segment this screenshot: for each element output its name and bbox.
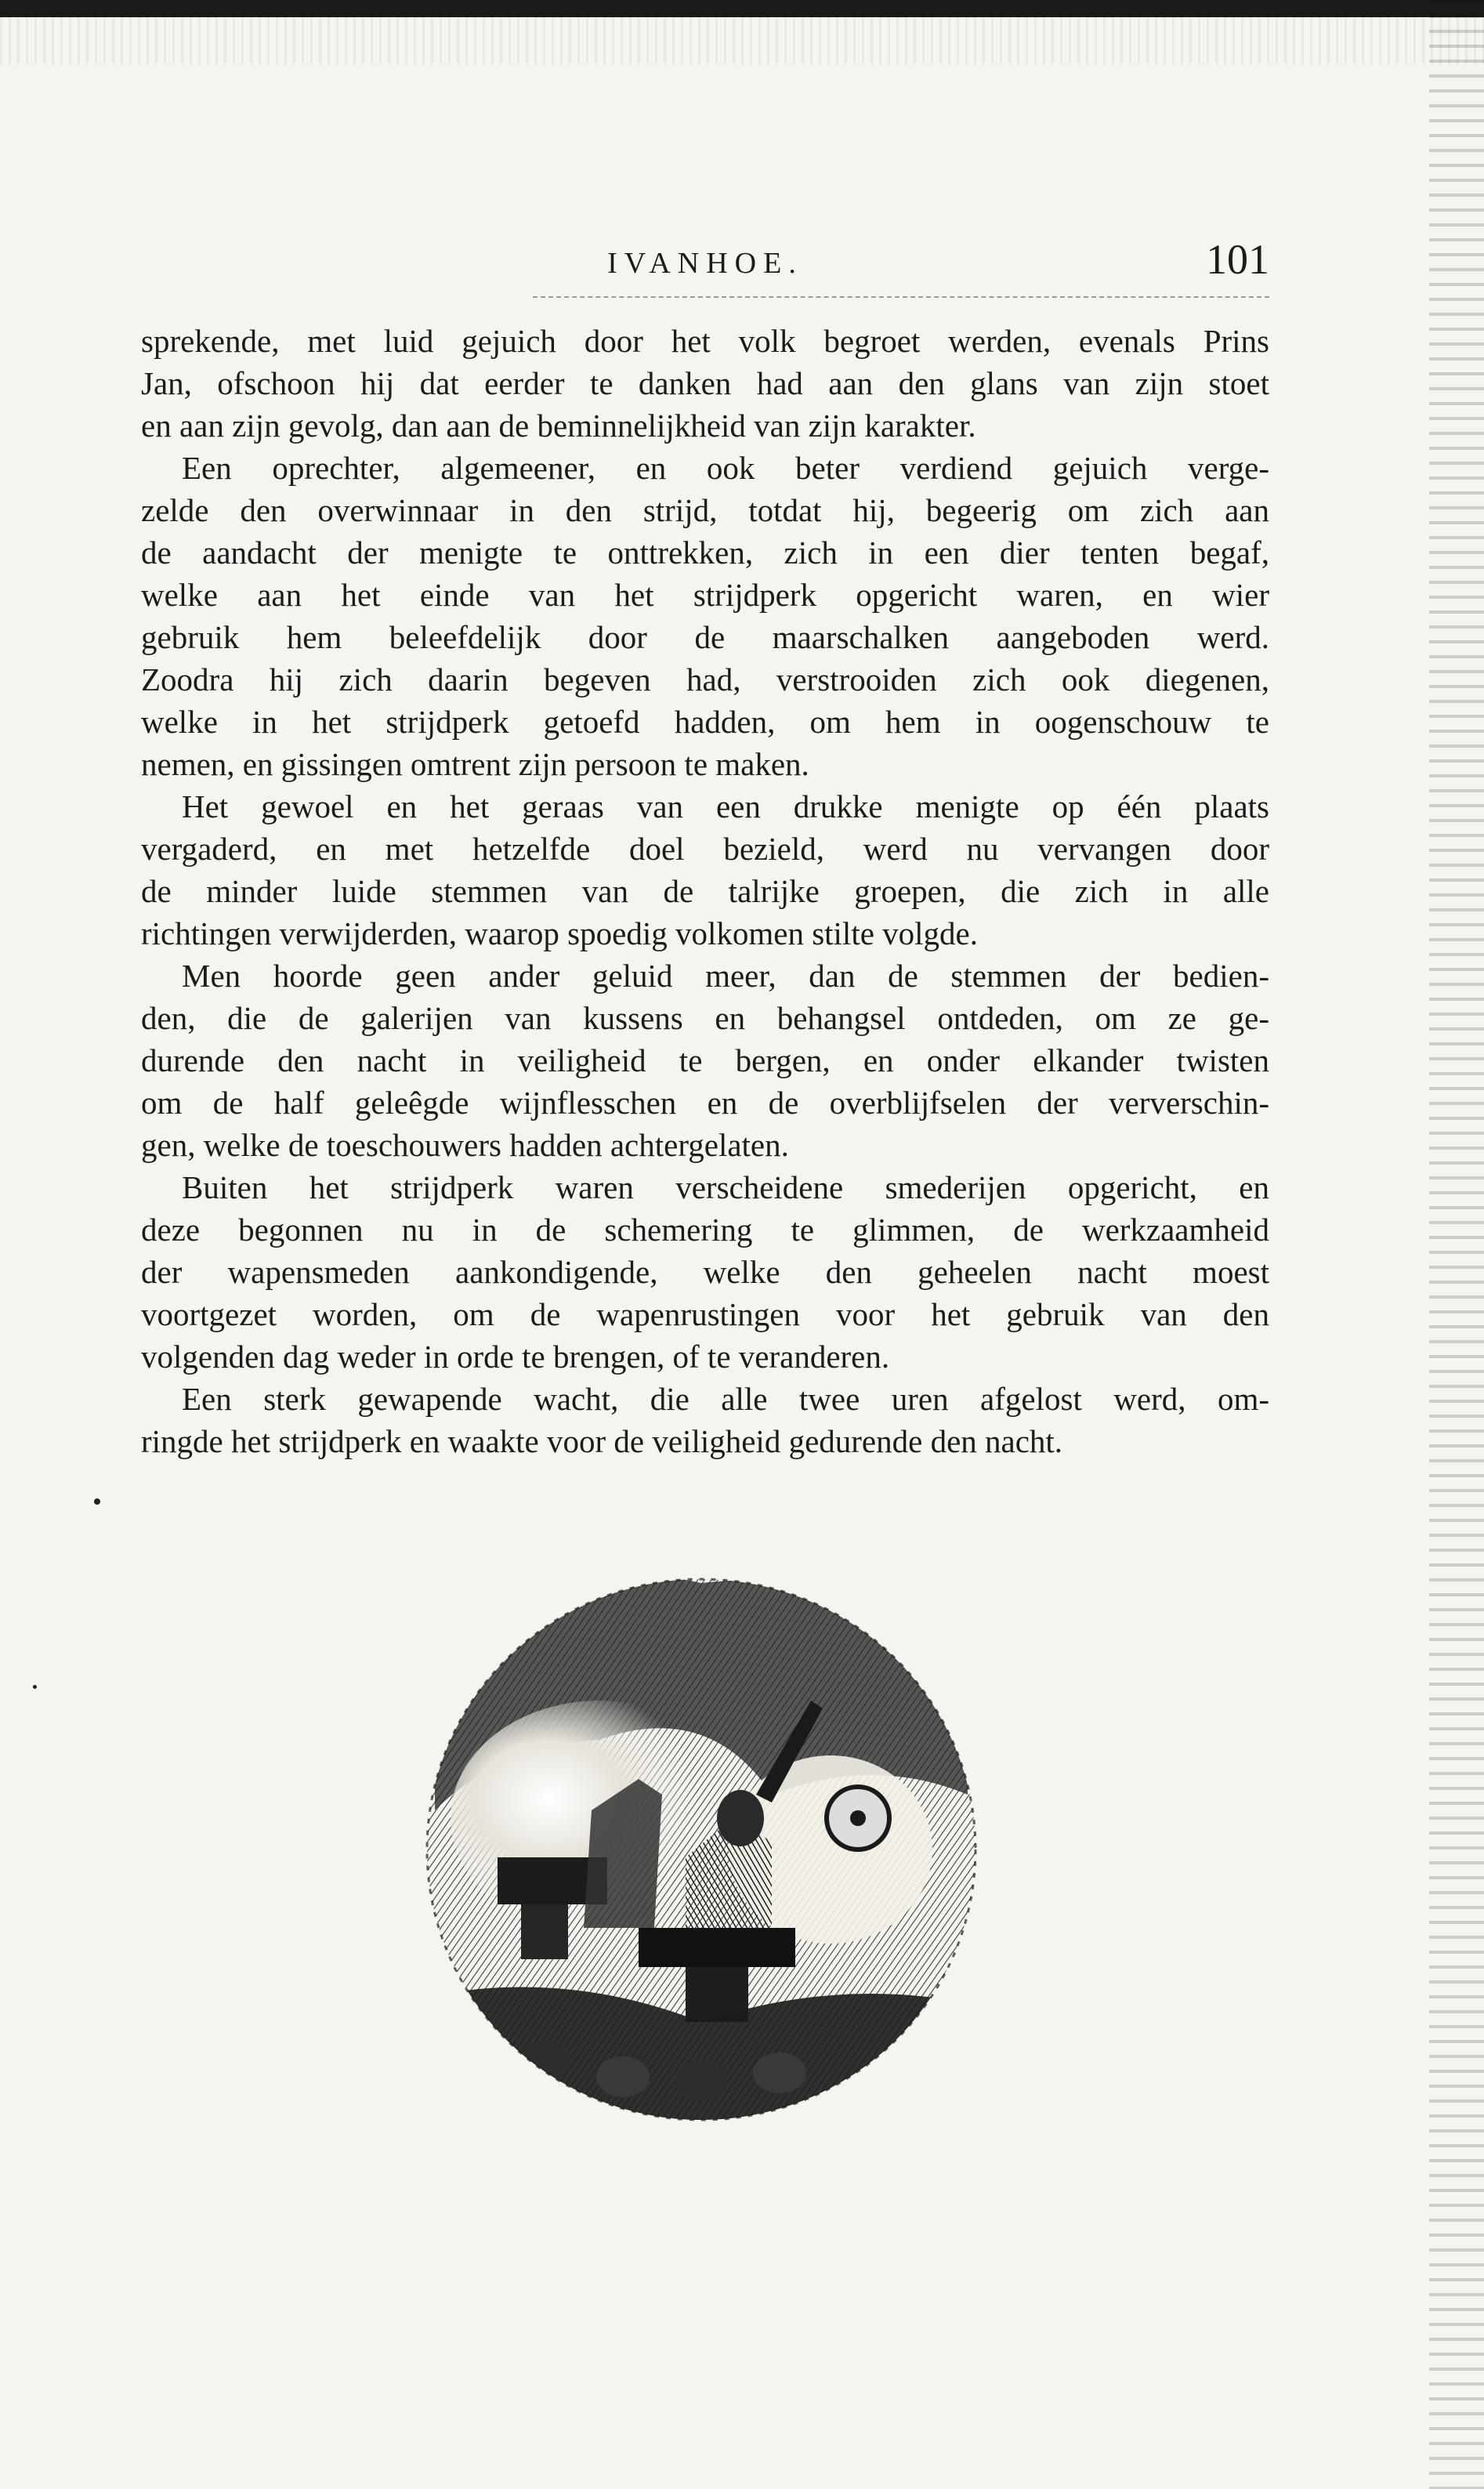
text-line: de minder luide stemmen van de talrijke groepen, die zich in alle <box>141 873 1269 909</box>
body-text <box>141 320 1269 1462</box>
scan-speck <box>94 1498 100 1505</box>
text-line: richtingen verwijderden, waarop spoedig volkomen stilte volgde. <box>141 915 979 951</box>
helmet-1 <box>518 2041 571 2081</box>
text-line: welke in het strijdperk getoefd hadden, om hem in oogenschouw te <box>141 704 1269 740</box>
forge-vignette <box>404 1560 999 2139</box>
text-line: Het gewoel en het geraas van een drukke menigte op één plaats <box>182 788 1269 824</box>
helmet-4 <box>753 2052 806 2093</box>
text-line: Jan, ofschoon hij dat eerder te danken had aan den glans van zijn stoet <box>141 365 1269 401</box>
text-line: nemen, en gissingen omtrent zijn persoon te maken. <box>141 746 809 782</box>
text-line: ringde het strijdperk en waakte voor de veiligheid gedurende den nacht. <box>141 1423 1063 1459</box>
text-line: deze begonnen nu in de schemering te glimmen, de werkzaamheid <box>141 1212 1269 1248</box>
text-line: sprekende, met luid gejuich door het volk begroet werden, evenals Prins <box>141 323 1269 359</box>
text-line: gen, welke de toeschouwers hadden achtergelaten. <box>141 1127 789 1163</box>
scan-speck <box>33 1685 37 1689</box>
text-line: volgenden dag weder in orde te brengen, of te veranderen. <box>141 1339 890 1375</box>
helmet-3 <box>675 2060 728 2101</box>
text-line: Zoodra hij zich daarin begeven had, verstrooiden zich ook diegenen, <box>141 661 1269 697</box>
text-line: Een oprechter, algemeener, en ook beter verdiend gejuich verge- <box>182 450 1269 486</box>
text-line: Men hoorde geen ander geluid meer, dan de stemmen der bedien- <box>182 958 1269 994</box>
scan-top-edge <box>0 0 1484 17</box>
running-title: IVANHOE. <box>607 247 803 280</box>
text-line: gebruik hem beleefdelijk door de maarschalken aangeboden werd. <box>141 619 1269 655</box>
text-line: den, die de galerijen van kussens en behangsel ontdeden, om ze ge- <box>141 1000 1269 1036</box>
helmet-2 <box>596 2056 650 2097</box>
text-line: durende den nacht in veiligheid te bergen, en onder elkander twisten <box>141 1042 1269 1078</box>
running-head <box>141 235 1269 306</box>
forge-engraving-icon <box>404 1560 999 2139</box>
text-line: om de half geleêgde wijnflesschen en de overblijfselen der ververschin- <box>141 1085 1269 1121</box>
text-line: welke aan het einde van het strijdperk opgericht waren, en wier <box>141 577 1269 613</box>
scan-right-edge <box>1429 0 1484 2489</box>
main-anvil <box>639 1928 795 1967</box>
text-line: vergaderd, en met hetzelfde doel bezield, werd nu vervangen door <box>141 831 1269 867</box>
header-rule <box>533 296 1269 298</box>
text-line: de aandacht der menigte te onttrekken, zich in een dier tenten begaf, <box>141 534 1269 571</box>
text-line: Een sterk gewapende wacht, die alle twee uren afgelost werd, om- <box>182 1381 1269 1417</box>
text-line: en aan zijn gevolg, dan aan de beminnelijkheid van zijn karakter. <box>141 408 976 444</box>
text-line: Buiten het strijdperk waren verscheidene smederijen opgericht, en <box>182 1169 1269 1205</box>
text-line: zelde den overwinnaar in den strijd, totdat hij, begeerig om zich aan <box>141 492 1269 528</box>
smith-head <box>717 1790 764 1846</box>
text-line: voortgezet worden, om de wapenrustingen voor het gebruik van den <box>141 1296 1269 1332</box>
page-number: 101 <box>1206 236 1269 283</box>
text-line: der wapensmeden aankondigende, welke den geheelen nacht moest <box>141 1254 1269 1290</box>
scan-top-noise <box>0 17 1484 64</box>
anvil-left-base <box>521 1904 568 1959</box>
shield-boss <box>850 1810 866 1826</box>
